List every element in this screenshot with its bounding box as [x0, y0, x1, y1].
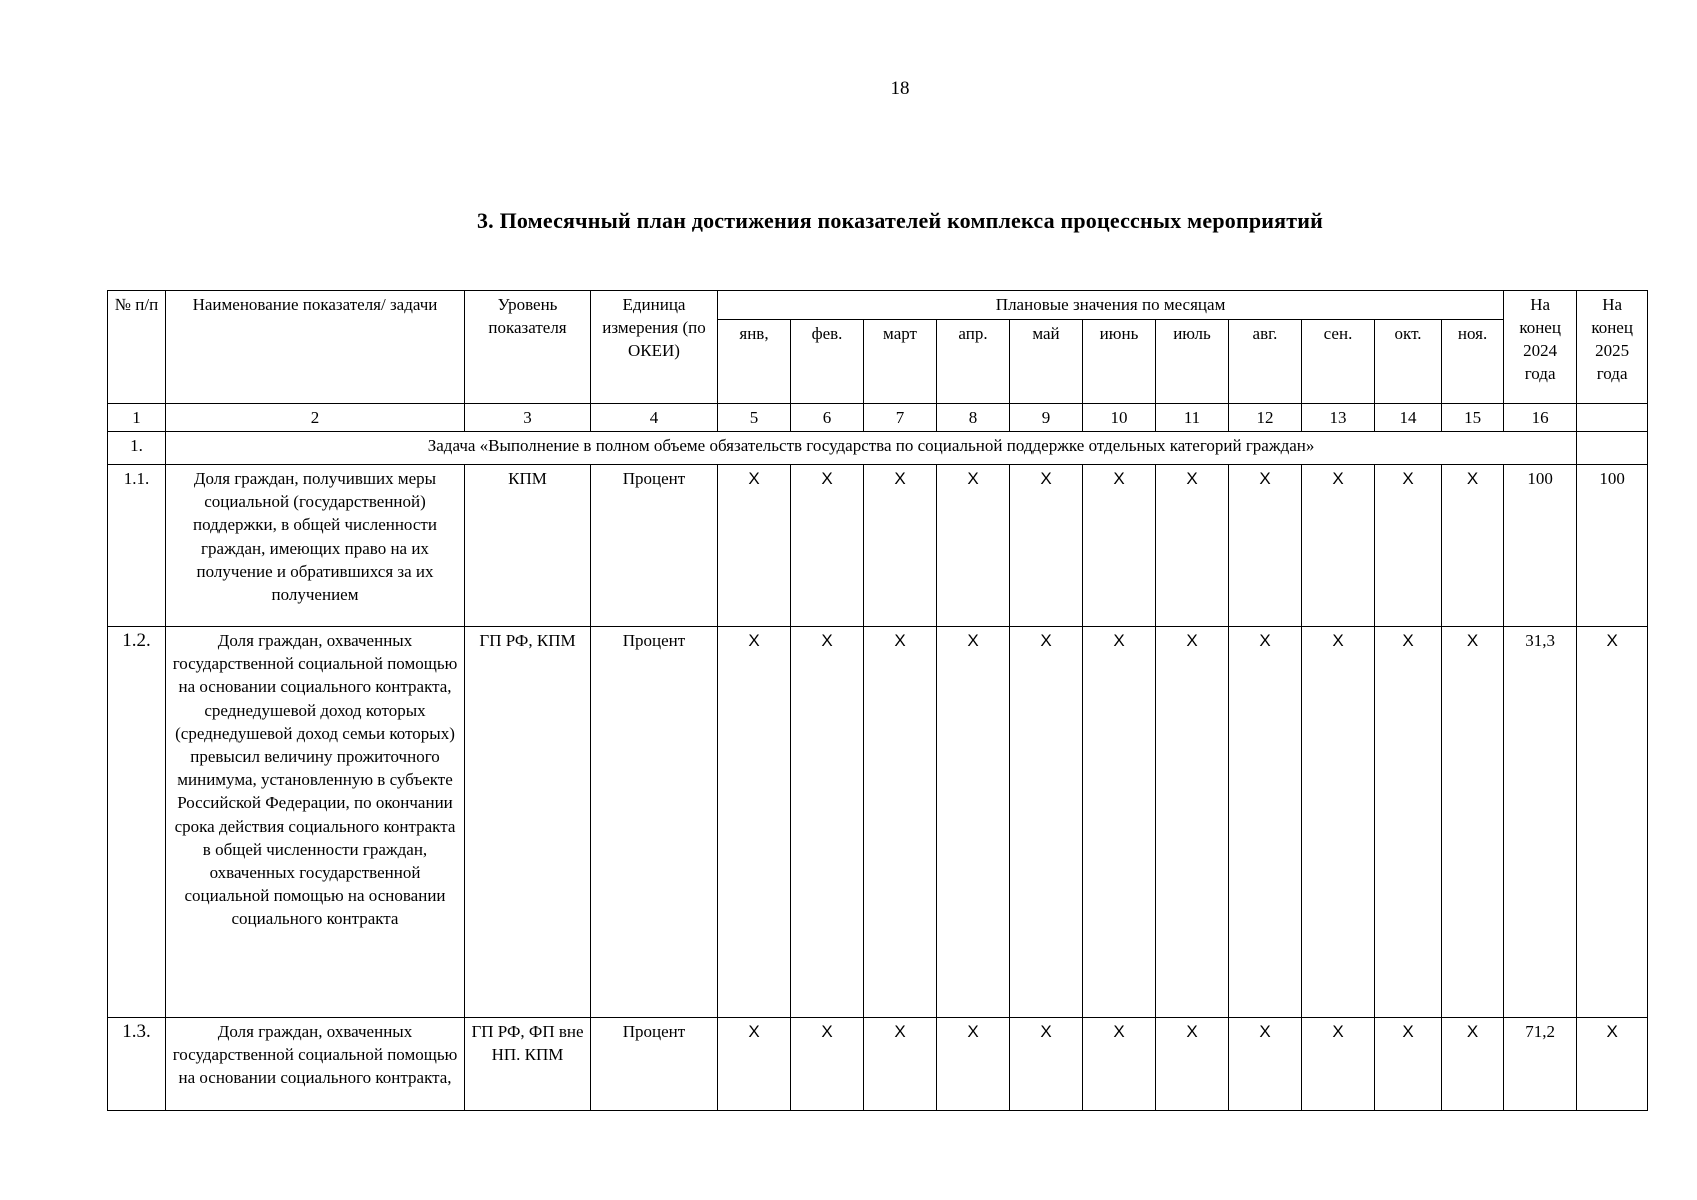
- header-month: сен.: [1302, 320, 1375, 404]
- header-month: янв,: [718, 320, 791, 404]
- month-value: X: [937, 627, 1010, 1018]
- task-text: Задача «Выполнение в полном объеме обязательств государства по социальной поддержке отдельных категорий граждан»: [166, 432, 1577, 465]
- month-value: X: [937, 1018, 1010, 1111]
- month-value: X: [1302, 1018, 1375, 1111]
- indicator-level: ГП РФ, ФП вне НП. КПМ: [465, 1018, 591, 1111]
- month-value: X: [864, 1018, 937, 1111]
- header-month: фев.: [791, 320, 864, 404]
- value-end-2024: 31,3: [1504, 627, 1577, 1018]
- header-month: июль: [1156, 320, 1229, 404]
- task-num: 1.: [108, 432, 166, 465]
- month-value: X: [1229, 465, 1302, 627]
- month-value: X: [1156, 465, 1229, 627]
- header-month: март: [864, 320, 937, 404]
- month-value: X: [1375, 1018, 1442, 1111]
- month-value: X: [1375, 465, 1442, 627]
- value-end-2025: X: [1577, 627, 1648, 1018]
- month-value: X: [1156, 1018, 1229, 1111]
- month-value: X: [864, 465, 937, 627]
- indicator-level: КПМ: [465, 465, 591, 627]
- column-number: 14: [1375, 404, 1442, 432]
- month-value: X: [791, 465, 864, 627]
- header-name: Наименование показателя/ задачи: [166, 291, 465, 404]
- month-value: X: [1442, 465, 1504, 627]
- section-title: 3. Помесячный план достижения показателей комплекса процессных мероприятий: [476, 208, 1324, 233]
- month-value: X: [1010, 1018, 1083, 1111]
- month-value: X: [791, 1018, 864, 1111]
- month-value: X: [1442, 627, 1504, 1018]
- month-value: X: [864, 627, 937, 1018]
- column-number: 9: [1010, 404, 1083, 432]
- month-value: X: [1375, 627, 1442, 1018]
- task-empty-cell: [1577, 432, 1648, 465]
- task-row: [108, 432, 1648, 465]
- header-month: май: [1010, 320, 1083, 404]
- value-end-2025: 100: [1577, 465, 1648, 627]
- value-end-2025: X: [1577, 1018, 1648, 1111]
- column-number: [1577, 404, 1648, 432]
- row-num: 1.1.: [108, 465, 166, 627]
- header-month: окт.: [1375, 320, 1442, 404]
- indicator-name: Доля граждан, охваченных государственной социальной помощью на основании социального контракта, среднедушевой доход которых (среднедушевой доход семьи которых) превысил величину прожиточного минимума, установленную в субъекте Российской Федерации, по окончании срока действия социального контракта в общей численности граждан, охваченных государственной социальной помощью на основании социального контракта: [166, 627, 465, 1018]
- header-month: авг.: [1229, 320, 1302, 404]
- month-value: X: [1229, 1018, 1302, 1111]
- header-level: Уровень показателя: [465, 291, 591, 404]
- month-value: X: [937, 465, 1010, 627]
- monthly-plan-table: [107, 290, 1648, 1111]
- column-number: 1: [108, 404, 166, 432]
- month-value: X: [718, 1018, 791, 1111]
- month-value: X: [1010, 627, 1083, 1018]
- table-row: [108, 465, 1648, 627]
- column-number: 12: [1229, 404, 1302, 432]
- indicator-name: Доля граждан, охваченных государственной социальной помощью на основании социального контракта,: [166, 1018, 465, 1111]
- table-row: [108, 627, 1648, 1018]
- column-number-row: [108, 404, 1648, 432]
- header-end-2024: На конец 2024 года: [1504, 291, 1577, 404]
- header-month: июнь: [1083, 320, 1156, 404]
- column-number: 4: [591, 404, 718, 432]
- page-number: 18: [890, 78, 910, 99]
- header-unit: Единица измерения (по ОКЕИ): [591, 291, 718, 404]
- value-end-2024: 100: [1504, 465, 1577, 627]
- column-number: 7: [864, 404, 937, 432]
- header-month: апр.: [937, 320, 1010, 404]
- indicator-name: Доля граждан, получивших меры социальной (государственной) поддержки, в общей численности граждан, имеющих право на их получение и обратившихся за их получением: [166, 465, 465, 627]
- month-value: X: [1229, 627, 1302, 1018]
- month-value: X: [718, 465, 791, 627]
- column-number: 16: [1504, 404, 1577, 432]
- month-value: X: [1302, 465, 1375, 627]
- column-number: 8: [937, 404, 1010, 432]
- header-num: № п/п: [108, 291, 166, 404]
- indicator-level: ГП РФ, КПМ: [465, 627, 591, 1018]
- row-num: 1.2.: [108, 627, 166, 1018]
- column-number: 15: [1442, 404, 1504, 432]
- value-end-2024: 71,2: [1504, 1018, 1577, 1111]
- header-month: ноя.: [1442, 320, 1504, 404]
- column-number: 11: [1156, 404, 1229, 432]
- indicator-unit: Процент: [591, 1018, 718, 1111]
- column-number: 6: [791, 404, 864, 432]
- header-monthly-group: Плановые значения по месяцам: [718, 291, 1504, 320]
- month-value: X: [1010, 465, 1083, 627]
- month-value: X: [1083, 465, 1156, 627]
- month-value: X: [718, 627, 791, 1018]
- month-value: X: [1156, 627, 1229, 1018]
- header-end-2025: На конец 2025 года: [1577, 291, 1648, 404]
- month-value: X: [791, 627, 864, 1018]
- column-number: 3: [465, 404, 591, 432]
- column-number: 10: [1083, 404, 1156, 432]
- column-number: 2: [166, 404, 465, 432]
- column-number: 13: [1302, 404, 1375, 432]
- month-value: X: [1302, 627, 1375, 1018]
- indicator-unit: Процент: [591, 627, 718, 1018]
- indicator-unit: Процент: [591, 465, 718, 627]
- month-value: X: [1083, 627, 1156, 1018]
- header-row-1: [108, 291, 1648, 320]
- table-row: [108, 1018, 1648, 1111]
- column-number: 5: [718, 404, 791, 432]
- month-value: X: [1083, 1018, 1156, 1111]
- month-value: X: [1442, 1018, 1504, 1111]
- row-num: 1.3.: [108, 1018, 166, 1111]
